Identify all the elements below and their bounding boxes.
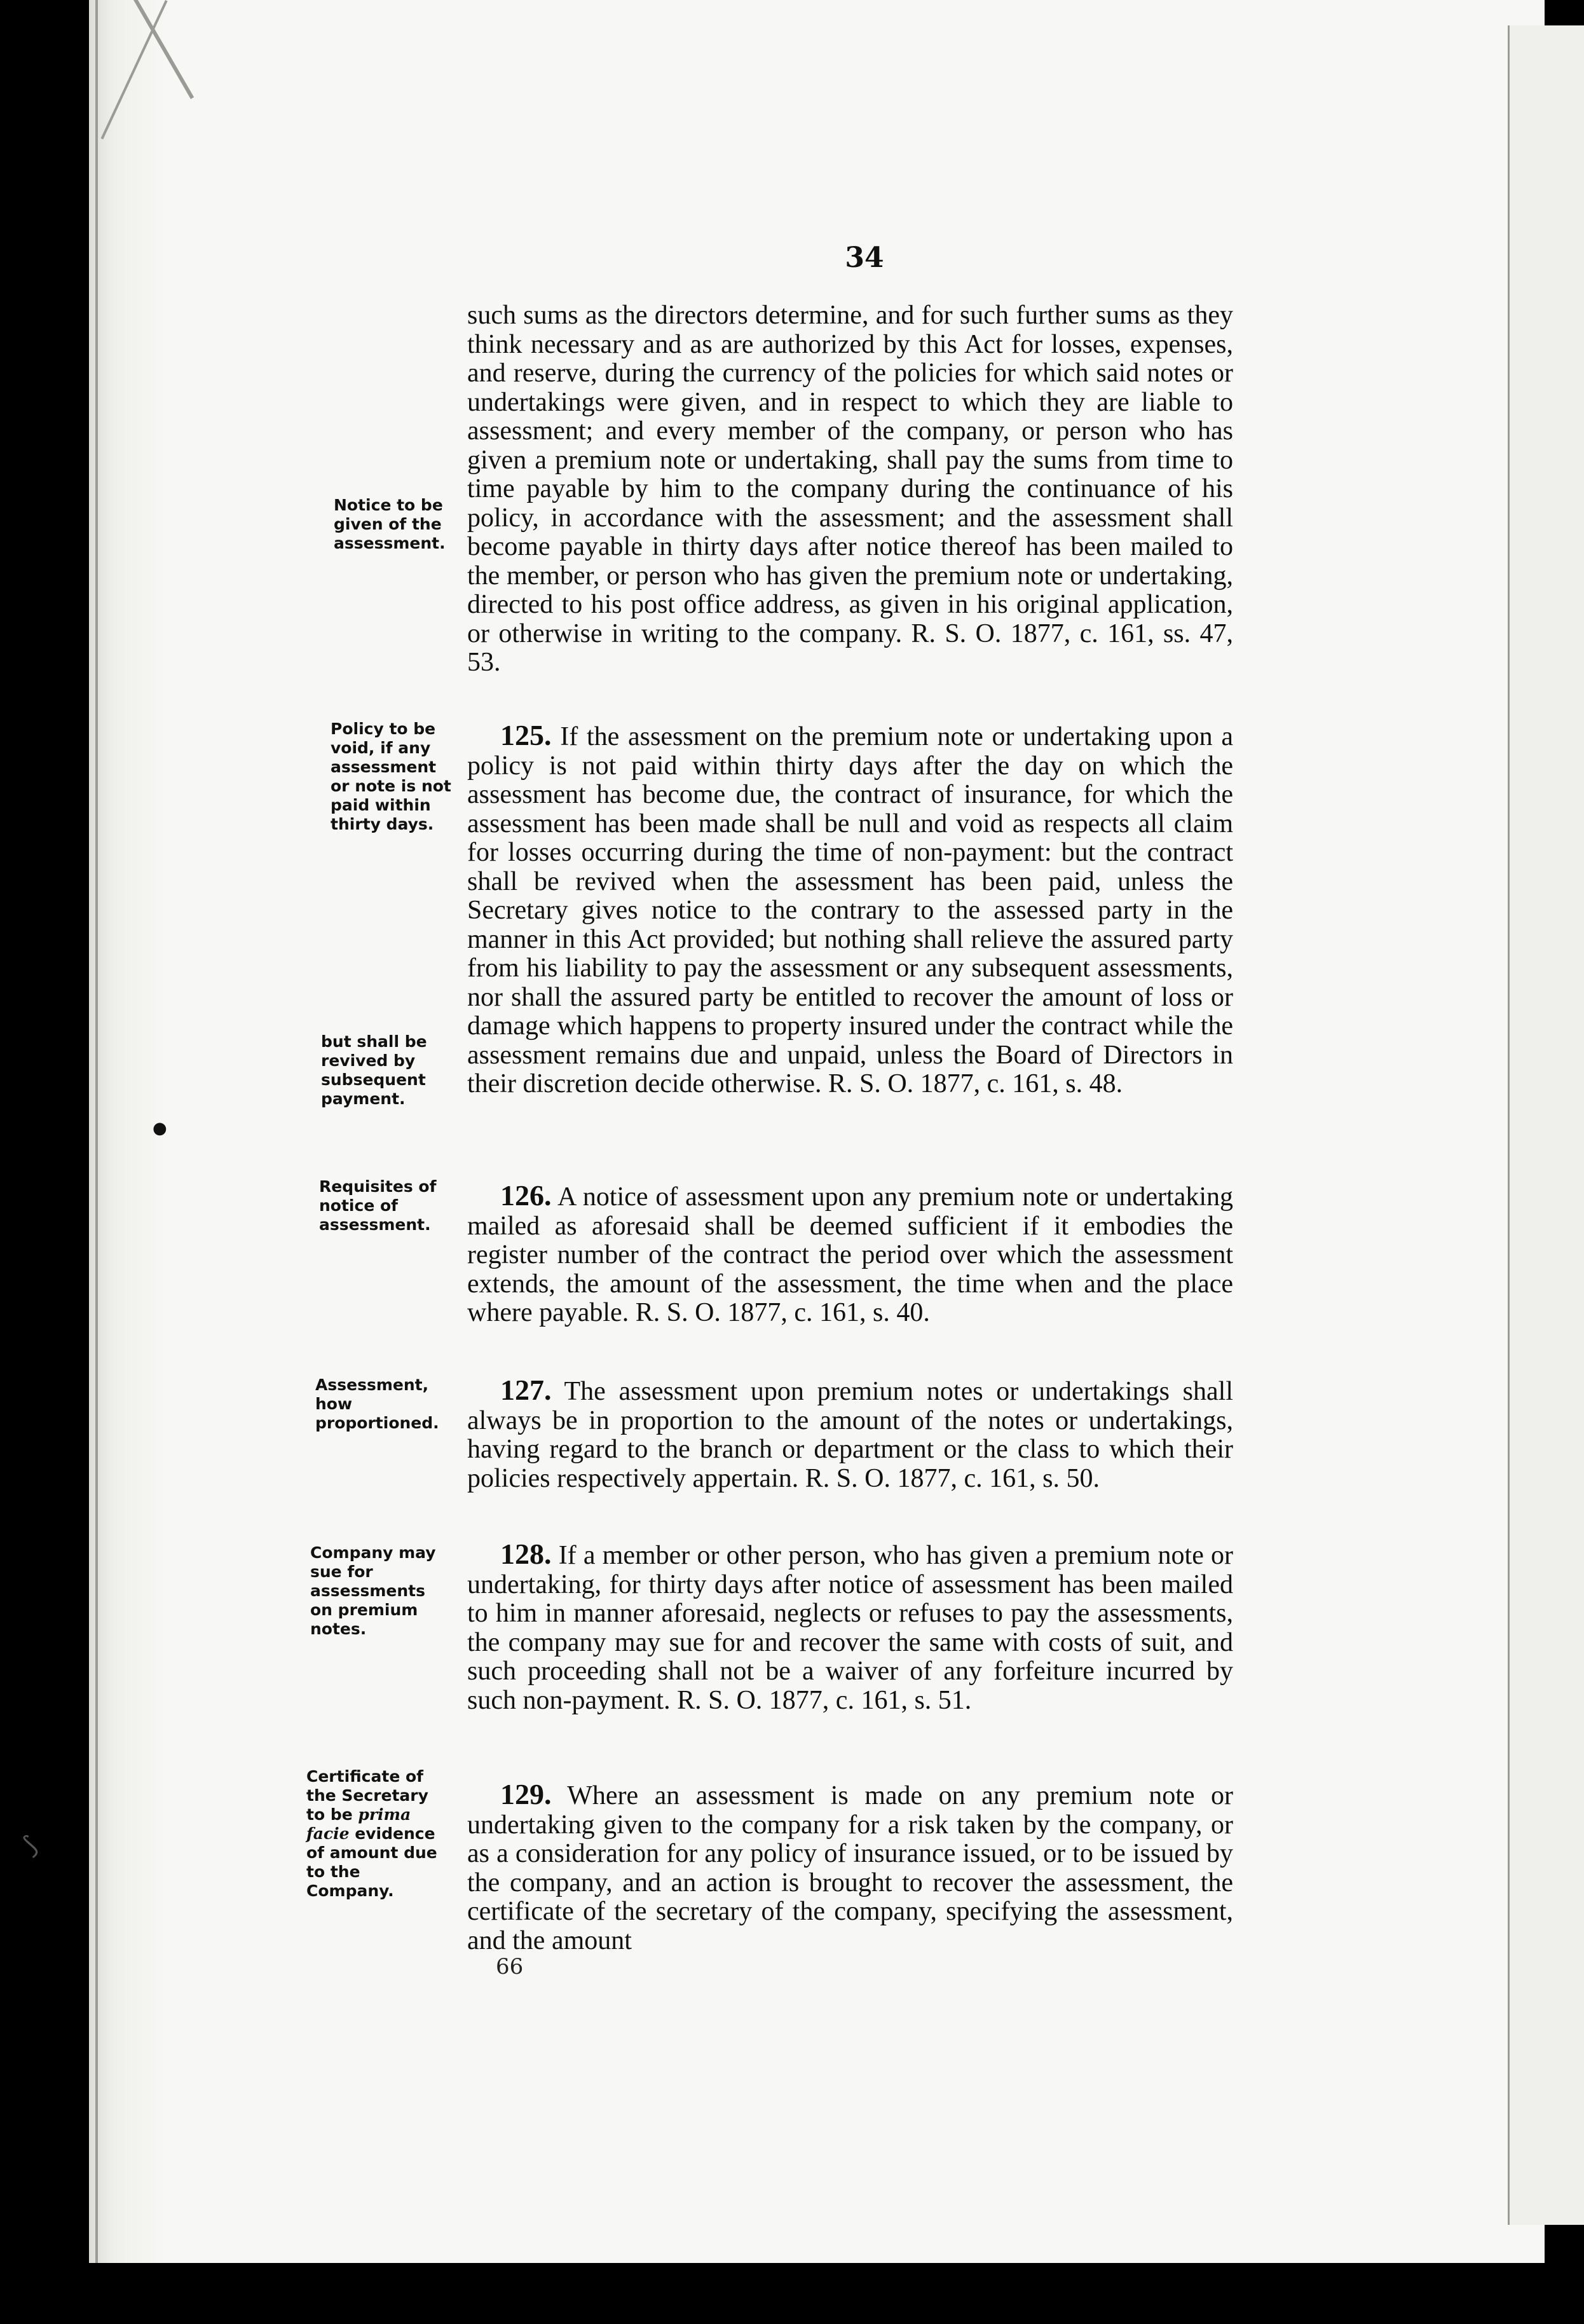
section-number: 128. — [500, 1538, 552, 1570]
margin-note: Assessment, how proportioned. — [315, 1376, 439, 1432]
section-text: If the assessment on the premium note or undertaking upon a policy is not paid within thirty days after the day on which the assessment has become due, the contract of insurance, for which the assessment has been made shall be null and void as respects all claim for losses occurring during the time of non-payment: but the contract shall be revived when the assessment has been paid, unless the Secretary gives notice to the contrary to the assessed party in the manner in this Act provided; but nothing shall relieve the assured party from his liability to pay the assessment or any subsequent assessments, nor shall the assured party be entitled to recover the amount of loss or damage which happens to property insured under the contract while the assessment remains due and unpaid, unless the Board of Directors in their discretion decide otherwise. R. S. O. 1877, c. 161, s. 48. — [467, 722, 1233, 1098]
body-column — [467, 301, 1233, 678]
page-crease-line — [95, 0, 98, 2263]
section-129 — [467, 1780, 1233, 1955]
page-crease-line — [1508, 25, 1510, 2225]
margin-note-lead: Certificate of the Secretary to be — [306, 1767, 428, 1824]
section-number: 129. — [500, 1778, 552, 1810]
opening-paragraph: such sums as the directors determine, and for such further sums as they think necessary and as are authorized by this Act for losses, expenses, and reserve, during the currency of the policies for which said notes or undertakings were given, and in respect to which they are liable to assessment; and every member of the company, or person who has given a premium note or undertaking, shall pay the sums from time to time payable by him to the company during the continuance of his policy, in accordance with the assessment; and the assessment shall become payable in thirty days after notice thereof has been mailed to the member, or person who has given the premium note or undertaking, directed to his post office address, as given in his original application, or otherwise in writing to the company. R. S. O. 1877, c. 161, ss. 47, 53. — [467, 301, 1233, 677]
margin-note: but shall be revived by subsequent payment. — [321, 1032, 427, 1108]
margin-note-italic: prima facie — [306, 1805, 411, 1843]
margin-note: Policy to be void, if any assessment or note is not paid within thirty days. — [331, 720, 451, 833]
section-text: A notice of assessment upon any premium note or undertaking mailed as aforesaid shall be deemed sufficient if it embodies the register number of the contract the period over which the assessment extends, the amount of the assessment, the time when and the place where payable. R. S. O. 1877, c. 161, s. 40. — [467, 1182, 1233, 1327]
ink-scribble-mark: ⟆ — [18, 1830, 43, 1861]
section-number: 125. — [500, 719, 552, 751]
section-128 — [467, 1540, 1233, 1715]
page-number: 34 — [845, 242, 884, 274]
margin-note-tail: evidence of amount due to the Company. — [306, 1824, 437, 1900]
section-text: Where an assessment is made on any premium note or undertaking given to the company for a risk taken by the company, or as a consideration for any policy of insurance issued, or to be issued by the company, and an action is brought to recover the assessment, the certificate of the secretary of the company, specifying the assessment, and the amount — [467, 1781, 1234, 1955]
section-125 — [467, 721, 1233, 1099]
section-126 — [467, 1181, 1233, 1328]
section-127 — [467, 1376, 1233, 1493]
margin-note: Notice to be given of the assessment. — [334, 496, 446, 552]
section-number: 126. — [500, 1179, 552, 1212]
margin-note: Company may sue for assessments on premium notes. — [310, 1543, 436, 1638]
stray-dot-mark: ● — [153, 1119, 167, 1138]
margin-note — [306, 1767, 440, 1901]
page-fold-shadow — [89, 0, 254, 2263]
section-number: 127. — [500, 1374, 552, 1406]
margin-note: Requisites of notice of assessment. — [319, 1177, 437, 1234]
footer-number: 66 — [496, 1954, 524, 1979]
section-text: The assessment upon premium notes or undertakings shall always be in proportion to the amount of the notes or undertakings, having regard to the branch or department or the class to which their policies respectively appertain. R. S. O. 1877, c. 161, s. 50. — [467, 1377, 1233, 1493]
adjacent-page-edge — [1508, 25, 1584, 2225]
section-text: If a member or other person, who has given a premium note or undertaking, for thirty days after notice of assessment has been mailed to him in manner aforesaid, neglects or refuses to pay the assessments, the company may sue for and recover the same with costs of suit, and such proceeding shall not be a waiver of any forfeiture incurred by such non-payment. R. S. O. 1877, c. 161, s. 51. — [467, 1541, 1234, 1715]
